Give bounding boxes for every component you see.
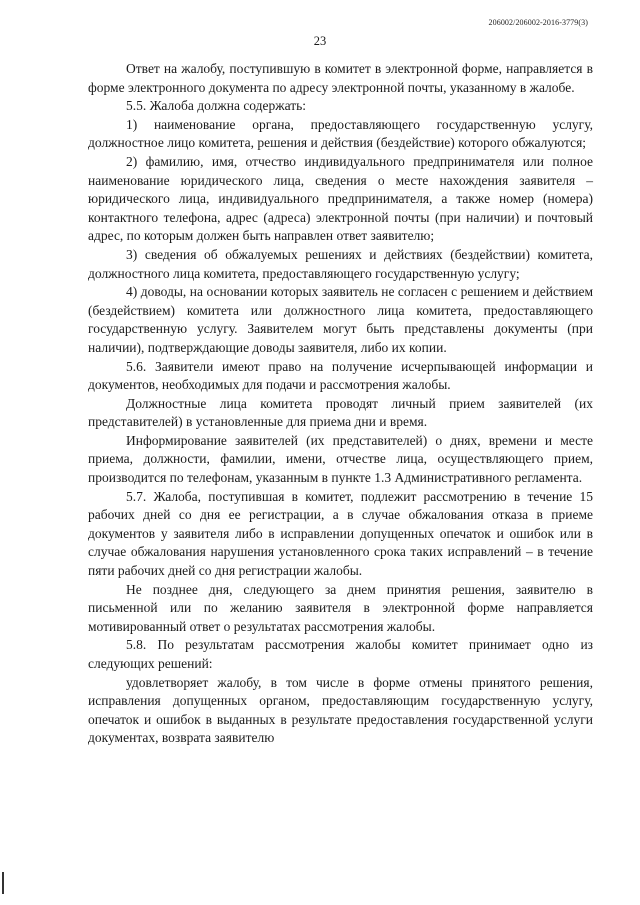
paragraph-informing: Информирование заявителей (их представителей) о днях, времени и месте приема, должности, фамилии, имени, отчестве лица, осуществляющего прием, производится по телефонам, указанным в пункте 1.3 Административного регламента. [88, 432, 593, 486]
paragraph-5-5-item-4: 4) доводы, на основании которых заявитель не согласен с решением и действием (бездействием) комитета или должностного лица комитета, предоставляющего государственную услугу. Заявителем могут быть представлены документы (при наличии), подтверждающие доводы заявителя, либо их копии. [88, 284, 593, 355]
paragraph-5-8: 5.8. По результатам рассмотрения жалобы комитет принимает одно из следующих решений: [88, 637, 593, 671]
document-registration-number: 206002/206002-2016-3779(3) [488, 18, 588, 27]
paragraph-5-5-heading: 5.5. Жалоба должна содержать: [126, 98, 307, 114]
paragraph-5-5-item-2: 2) фамилию, имя, отчество индивидуального предпринимателя или полное наименование юридического лица, сведения о месте нахождения заявителя – юридического лица, индивидуального предпринимателя, а также номер (номера) контактного телефона, адрес (адреса) электронной почты (при наличии) и почтовый адрес, по которым должен быть направлен ответ заявителю; [88, 153, 593, 244]
page-number: 23 [313, 34, 327, 48]
paragraph-personal-reception: Должностные лица комитета проводят личный прием заявителей (их представителей) в установленные для приема дни и время. [88, 395, 593, 430]
paragraph-response-delivery: Ответ на жалобу, поступившую в комитет в электронной форме, направляется в форме электронного документа по адресу электронной почты, указанному в жалобе. [88, 61, 593, 95]
paragraph-5-8-option-satisfy: удовлетворяет жалобу, в том числе в форме отмены принятого решения, исправления допущенных органом, предоставляющим государственную услугу, опечаток и ошибок в выданных в результате предоставления государственной услуги документах, возврата заявителю [88, 674, 593, 746]
scan-edge-mark [2, 872, 4, 894]
paragraph-reasoned-response: Не позднее дня, следующего за днем принятия решения, заявителю в письменной или по желанию заявителя в электронной форме направляется мотивированный ответ о результатах рассмотрения жалобы. [88, 581, 593, 634]
paragraph-5-5-item-1: 1) наименование органа, предоставляющего государственную услугу, должностное лицо комитета, решения и действия (бездействие) которого обжалуются; [88, 116, 593, 151]
document-body [88, 60, 593, 748]
paragraph-5-5-item-3: 3) сведения об обжалуемых решениях и действиях (бездействии) комитета, должностного лица комитета, предоставляющего государственную услугу; [88, 246, 593, 281]
paragraph-5-6: 5.6. Заявители имеют право на получение исчерпывающей информации и документов, необходимых для подачи и рассмотрения жалобы. [88, 358, 593, 393]
paragraph-5-7: 5.7. Жалоба, поступившая в комитет, подлежит рассмотрению в течение 15 рабочих дней со дня ее регистрации, а в случае обжалования отказа в приеме документов у заявителя либо в исправлении допущенных опечаток и ошибок или в случае обжалования нарушения установленного срока таких исправлений – в течение пяти рабочих дней со дня регистрации жалобы. [88, 488, 593, 579]
